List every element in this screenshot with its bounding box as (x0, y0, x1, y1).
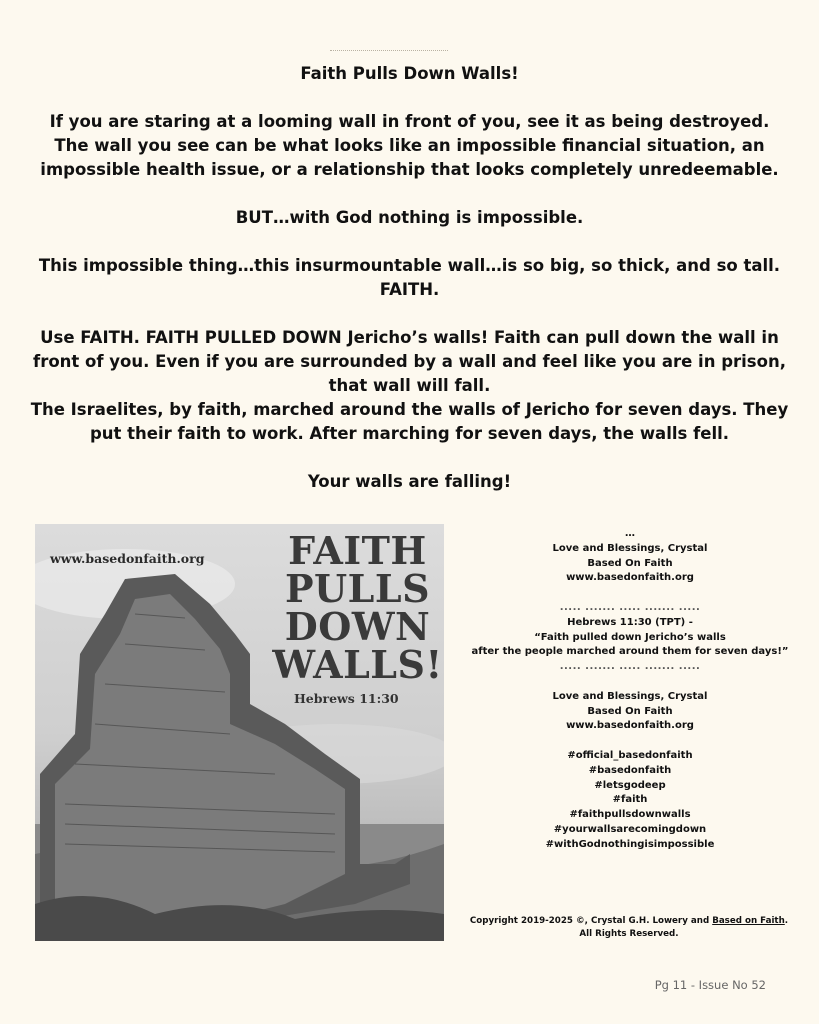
article-body (30, 62, 789, 494)
image-title-line: PULLS (284, 566, 431, 611)
signoff-line: Based On Faith (587, 557, 673, 569)
dotted-separator: ..... ....... ..... ....... ..... (559, 661, 701, 673)
top-divider (330, 50, 448, 51)
sidebar-text (455, 527, 805, 853)
signoff-line: Love and Blessings, Crystal (552, 690, 708, 702)
paragraph-jericho: Use FAITH. FAITH PULLED DOWN Jericho’s walls! Faith can pull down the wall in front of you. Even if you are surrounded by a wall and feel like you are in prison, that wall will fall. (33, 328, 786, 395)
dotted-separator: ..... ....... ..... ....... ..... (559, 601, 701, 613)
paragraph-faith: FAITH. (379, 280, 440, 299)
hashtag: #faith (612, 794, 648, 806)
copyright-text: Copyright 2019-2025 ©, Crystal G.H. Lowery and (469, 916, 713, 926)
hashtag: #letsgodeep (594, 779, 666, 791)
hashtag: #withGodnothingisimpossible (545, 838, 715, 850)
copyright-link[interactable]: Based on Faith (712, 916, 785, 926)
verse-reference: Hebrews 11:30 (TPT) - (567, 616, 693, 628)
image-reference: Hebrews 11:30 (294, 691, 399, 706)
paragraph-insurmountable: This impossible thing…this insurmountable wall…is so big, so thick, and so tall. (38, 256, 781, 275)
page-number: Pg 11 - Issue No 52 (654, 978, 766, 992)
signoff-link[interactable]: www.basedonfaith.org (566, 572, 694, 584)
paragraph-wall: If you are staring at a looming wall in front of you, see it as being destroyed. The wall you see can be what looks like an impossible financial situation, an impossible health issue, or a relationship that looks completely unredeemable. (40, 112, 779, 179)
paragraph-impossible: BUT…with God nothing is impossible. (235, 208, 584, 227)
signoff-line: Love and Blessings, Crystal (552, 542, 708, 554)
article-title: Faith Pulls Down Walls! (300, 64, 519, 83)
hashtag: #yourwallsarecomingdown (553, 823, 707, 835)
image-title (271, 528, 444, 687)
verse-line: “Faith pulled down Jericho’s walls (534, 631, 726, 643)
image-title-line: WALLS! (272, 642, 443, 687)
image-title-line: DOWN (284, 604, 431, 649)
verse-line: after the people marched around them for seven days!” (471, 646, 789, 658)
copyright-rights: All Rights Reserved. (579, 929, 679, 939)
copyright-suffix: . (784, 916, 789, 926)
image-title-line: FAITH (288, 528, 427, 573)
copyright-notice (458, 915, 800, 941)
paragraph-closing: Your walls are falling! (307, 472, 512, 491)
wall-ruins-image (35, 524, 444, 941)
signoff-line: Based On Faith (587, 705, 673, 717)
image-website: www.basedonfaith.org (50, 551, 205, 566)
ellipsis: … (625, 528, 635, 539)
hashtag: #official_basedonfaith (567, 749, 693, 761)
hashtag: #basedonfaith (588, 764, 672, 776)
signoff-link[interactable]: www.basedonfaith.org (566, 720, 694, 732)
hashtag: #faithpullsdownwalls (569, 809, 691, 821)
paragraph-israelites: The Israelites, by faith, marched around the walls of Jericho for seven days. They put their faith to work. After marching for seven days, the walls fell. (30, 400, 789, 443)
